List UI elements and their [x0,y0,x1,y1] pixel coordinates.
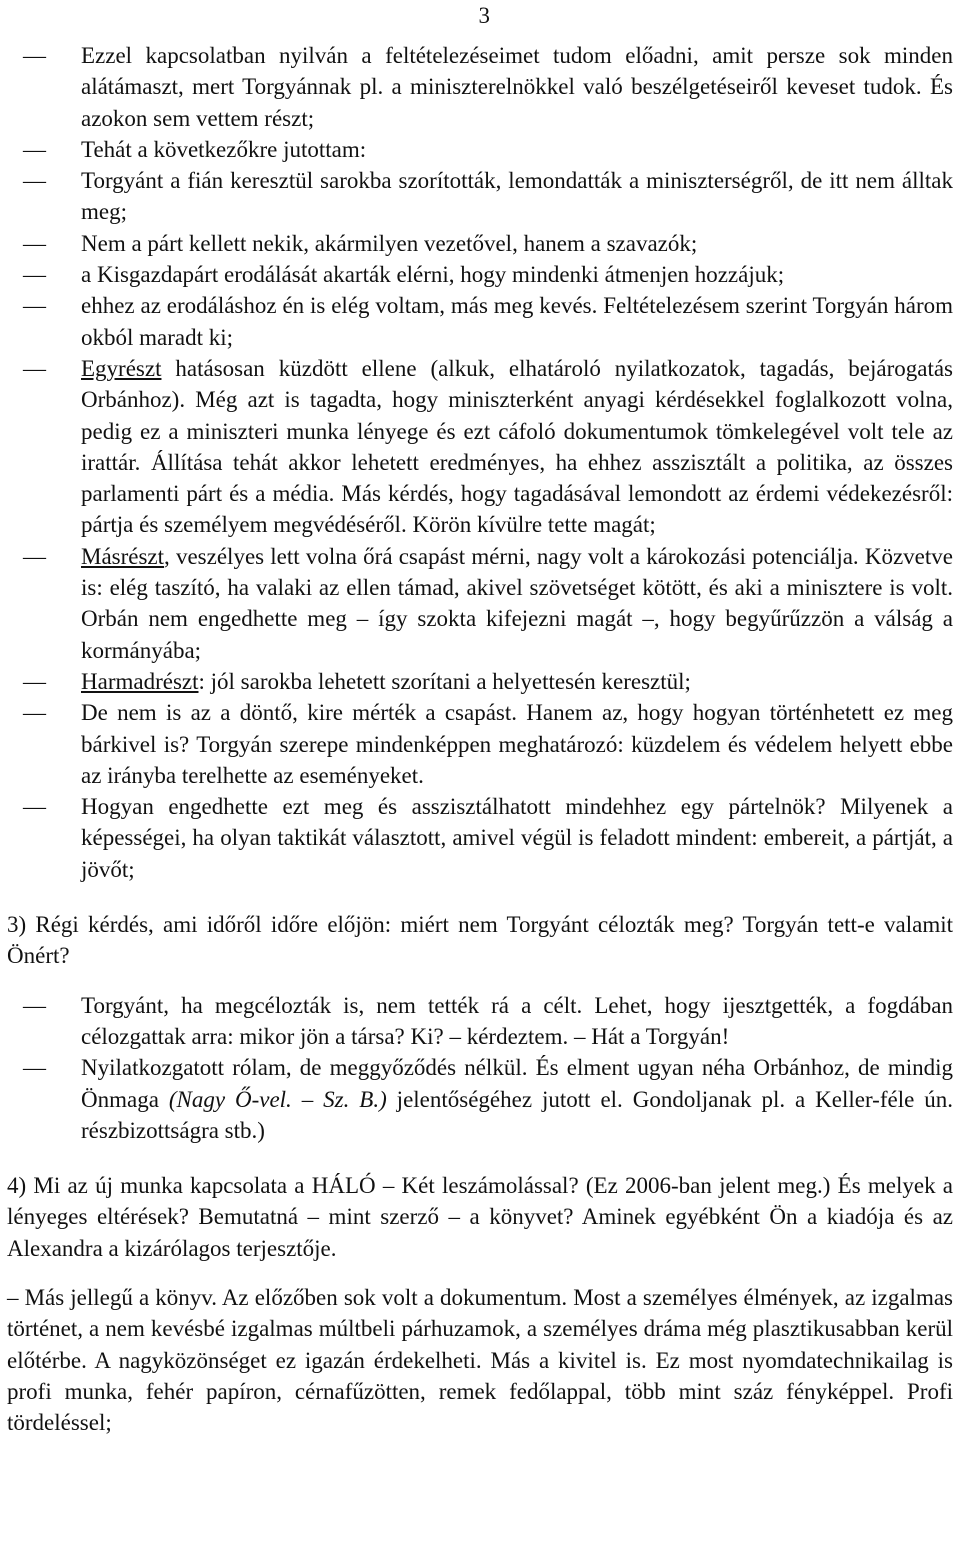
list-item: — Ezzel kapcsolatban nyilván a feltételezéseimet tudom előadni, amit persze sok minden alátámaszt, mert Torgyánnak pl. a miniszterelnökkel való beszélgetéseiről keveset tudok. És azokon sem vettem részt; [7,40,953,134]
underlined-lead: Másrészt [81,543,165,569]
answer-3-item [7,1052,953,1146]
paragraph-text: : jól sarokba lehetett szorítani a helyettesén keresztül; [198,668,691,694]
list-item: — Hogyan engedhette ezt meg és asszisztálhatott mindehhez egy pártelnök? Milyenek a képességei, ha olyan taktikát választott, amivel végül is feladott mindent: embereit, a pártját, a jövőt; [7,791,953,885]
answer-text: jelentőségéhez jutott el. Gondoljanak pl. a Keller-féle ún. részbizottságra stb.) [81,1086,953,1143]
paragraph-text: , veszélyes lett volna őrá csapást mérni, nagy volt a károkozási potenciálja. Közvetve is: elég taszító, ha valaki az ellen támad, akivel szövetséget kötött, és aki a minisztere is volt. Orbán nem engedhette meg – így szokta kifejezni magát –, hogy begyűrűzzön a válság a kormányába; [81,543,953,663]
underlined-lead: Harmadrészt [81,668,199,694]
underlined-lead: Egyrészt [81,355,162,381]
question-4: 4) Mi az új munka kapcsolata a HÁLÓ – Két leszámolással? (Ez 2006-ban jelent meg.) És melyek a lényeges eltérések? Bemutatná – mint szerző – a könyvet? Aminek egyébként Ön a kiadója és az Alexandra a kizárólagos terjesztője. [7,1173,953,1261]
list-item: — Torgyánt a fián keresztül sarokba szorították, lemondatták a miniszterségről, de itt nem álltak meg; [7,165,953,228]
page-body [7,40,953,1438]
answer-4: – Más jellegű a könyv. Az előzőben sok volt a dokumentum. Most a személyes élmények, az izgalmas történet, a nem kevésbé izgalmas múltbeli párhuzamok, a személyes dráma még plasztikusabban kerül előtérbe. A nagyközönséget ez igazán érdekelheti. Más a kivitel is. Ez most nyomdatechnikailag is profi munka, fehér papíron, cérnafűzötten, remek fedőlappal, több mint száz fényképpel. Profi tördeléssel; [7,1284,953,1436]
italic-note: (Nagy Ő-vel. – Sz. B.) [168,1086,387,1112]
list-item: — ehhez az erodáláshoz én is elég voltam, más meg kevés. Feltételezésem szerint Torgyán három okból maradt ki; [7,290,953,353]
page-number: 3 [478,3,490,28]
list-item-egyreszt [7,353,953,541]
list-item-masreszt [7,541,953,666]
list-item: — Tehát a következőkre jutottam: [7,134,953,165]
answer-text: Nyilatkozgatott rólam, de meggyőződés nélkül. És elment ugyan néha Orbánhoz, de mindig Önmaga [81,1055,953,1112]
list-item: — a Kisgazdapárt erodálását akarták elérni, hogy mindenki átmenjen hozzájuk; [7,259,953,290]
paragraph-text: hatásosan küzdött ellene (alkuk, elhatároló nyilatkozatok, tagadás, bejárogatás Orbánhoz). Még azt is tagadta, hogy miniszterként anyagi kérdésekkel foglalkozott volna, pedig ez a miniszteri munka lényege és ezt cáfoló dokumentumok tömkelegével volt tele az irattár. Állítása tehát akkor lehetett eredményes, ha ehhez asszisztált a politika, az összes parlamenti párt és a média. Más kérdés, hogy tagadásával lemondott az érdemi védekezésről: pártja és személyem megvédéséről. Körön kívülre tette magát; [81,355,953,538]
answer-3-item: — Torgyánt, ha megcélozták is, nem tették rá a célt. Lehet, hogy ijesztgették, a fogdában célozgattak arra: mikor jön a társa? Ki? – kérdeztem. – Hát a Torgyán! [7,990,953,1053]
list-item: — Nem a párt kellett nekik, akármilyen vezetővel, hanem a szavazók; [7,228,953,259]
list-item-harmadreszt [7,666,953,697]
list-item: — De nem is az a döntő, kire mérték a csapást. Hanem az, hogy hogyan történhetett ez meg bárkivel is? Torgyán szerepe mindenképpen meghatározó: küzdelem és védelem helyett ebbe az irányba terelhette az eseményeket. [7,697,953,791]
question-3: 3) Régi kérdés, ami időről időre előjön: miért nem Torgyánt célozták meg? Torgyán tett-e valamit Önért? [7,912,953,969]
